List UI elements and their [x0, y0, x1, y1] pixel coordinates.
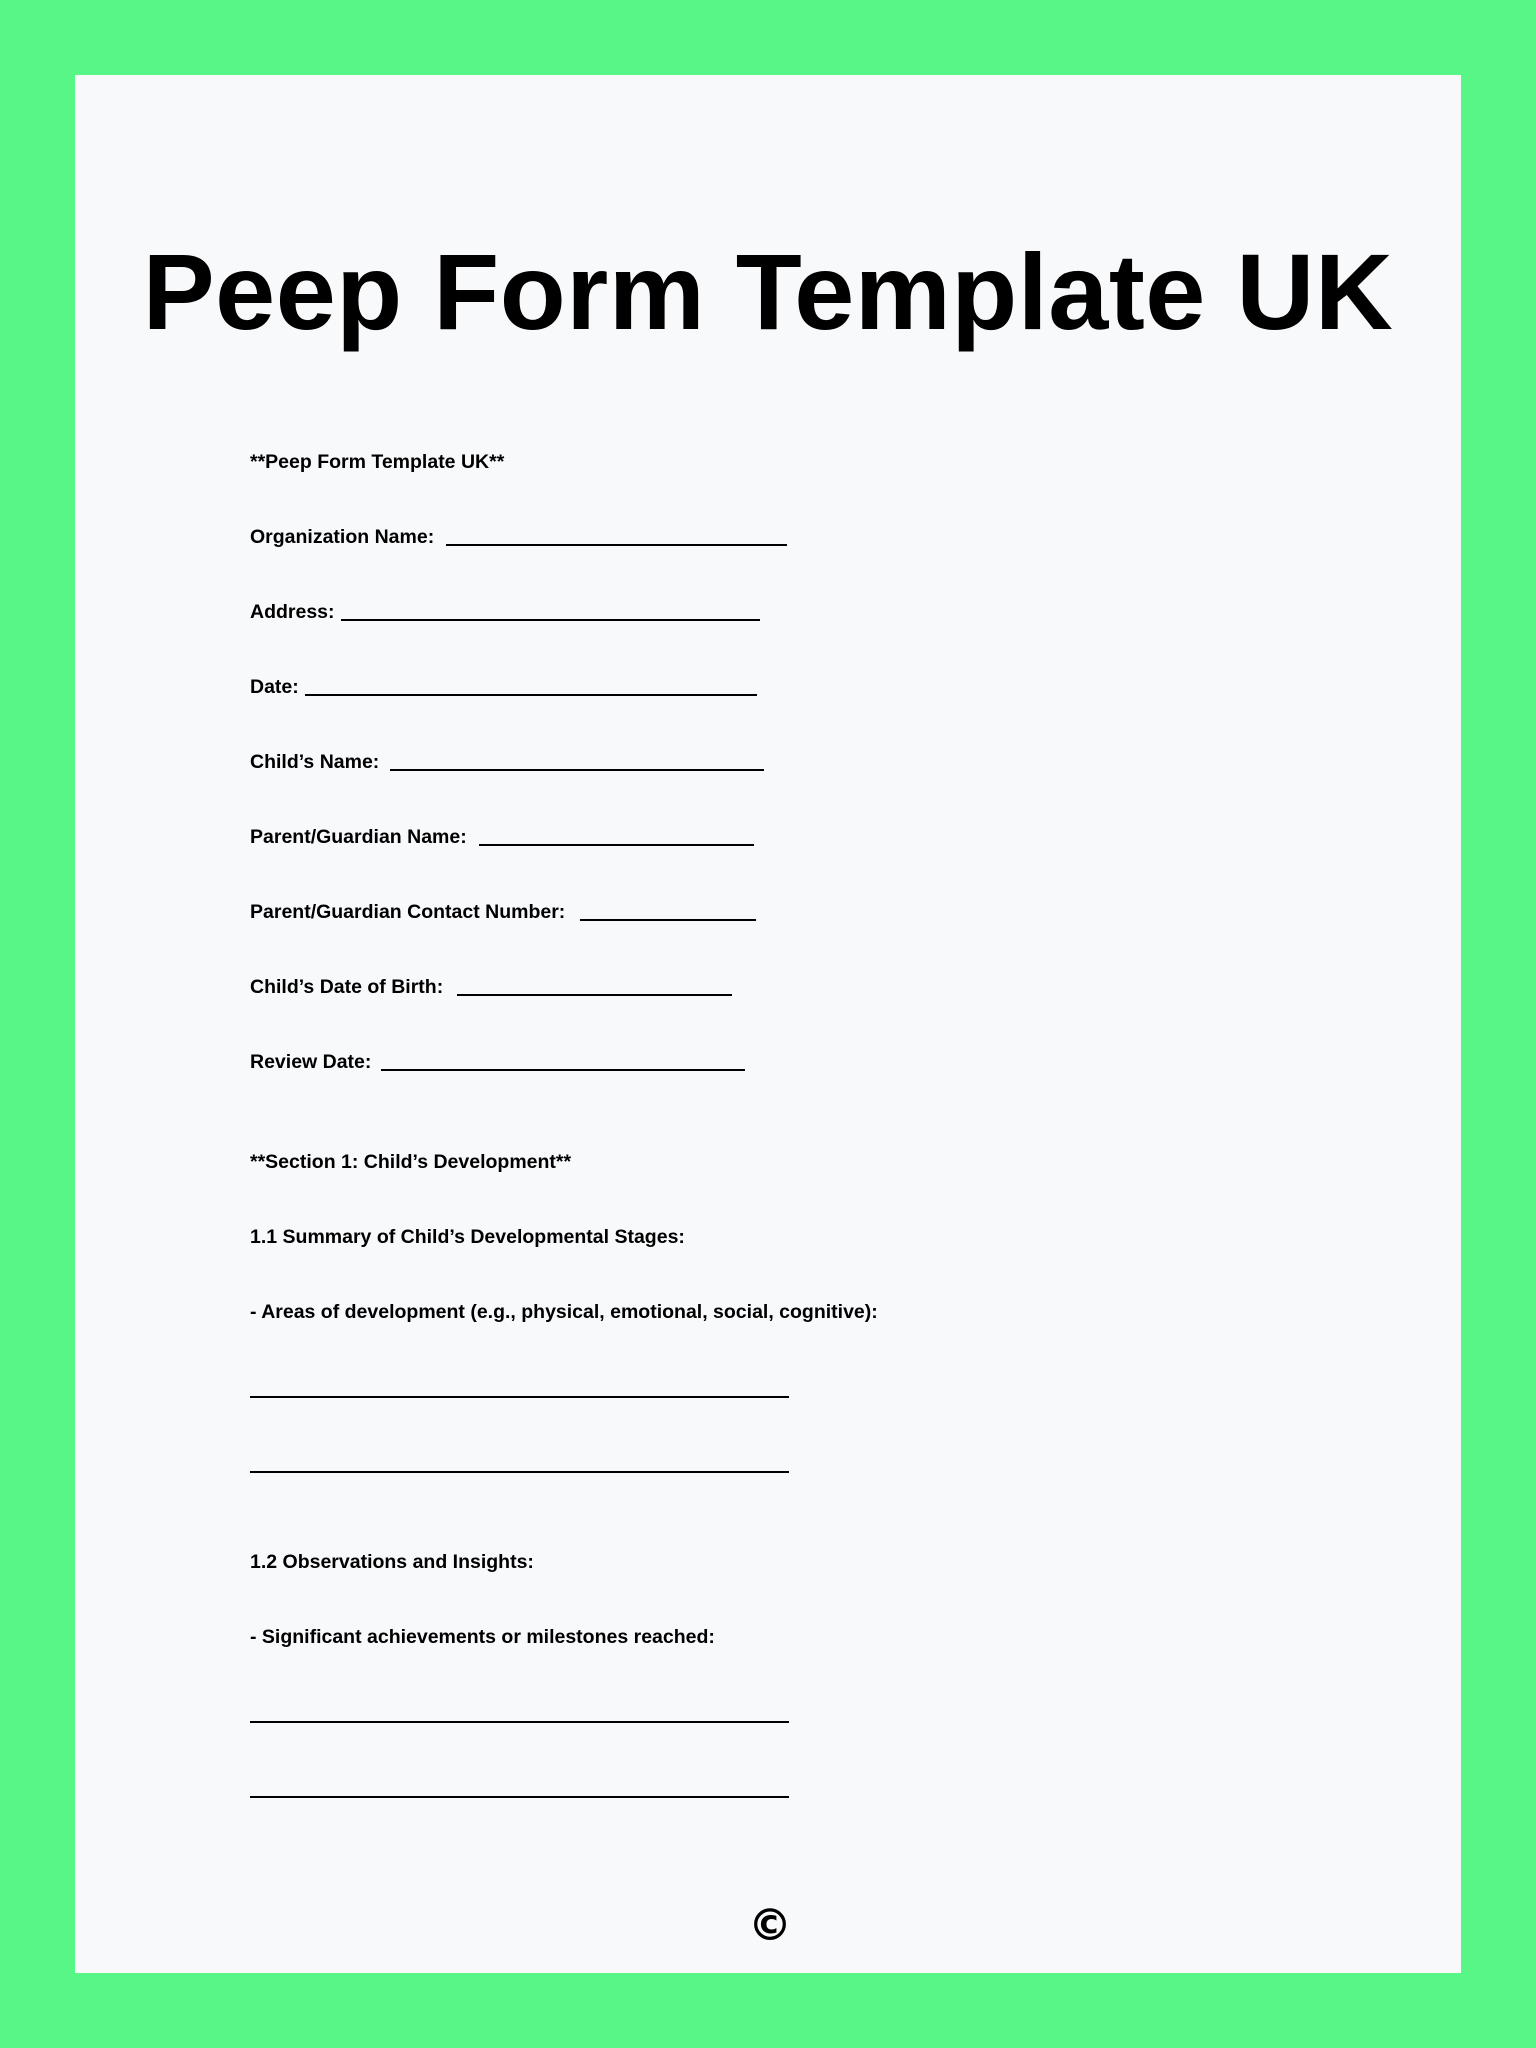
field-blank-organization-name[interactable] — [446, 544, 787, 546]
field-blank-address[interactable] — [341, 619, 760, 621]
field-blank-review-date[interactable] — [381, 1069, 745, 1071]
section-1-2-answer-line-2[interactable] — [250, 1796, 789, 1798]
document-title: Peep Form Template UK — [142, 231, 1394, 352]
field-blank-child-date-of-birth[interactable] — [457, 994, 732, 996]
field-label-address: Address: — [250, 601, 335, 623]
field-label-date: Date: — [250, 676, 299, 698]
section-1-2-prompt: - Significant achievements or milestones reached: — [250, 1626, 715, 1648]
field-label-review-date: Review Date: — [250, 1051, 372, 1073]
field-label-child-name: Child’s Name: — [250, 751, 380, 773]
section-1-heading: **Section 1: Child’s Development** — [250, 1151, 572, 1173]
field-blank-child-name[interactable] — [390, 769, 764, 771]
field-label-parent-guardian-contact-number: Parent/Guardian Contact Number: — [250, 901, 566, 923]
section-1-1-prompt: - Areas of development (e.g., physical, emotional, social, cognitive): — [250, 1301, 878, 1323]
field-blank-date[interactable] — [305, 694, 757, 696]
document-subtitle: **Peep Form Template UK** — [250, 451, 505, 473]
section-1-1-heading: 1.1 Summary of Child’s Developmental Stages: — [250, 1226, 685, 1248]
copyright-icon: © — [748, 1900, 792, 1951]
field-label-parent-guardian-name: Parent/Guardian Name: — [250, 826, 467, 848]
section-1-1-answer-line-1[interactable] — [250, 1396, 789, 1398]
section-1-1-answer-line-2[interactable] — [250, 1471, 789, 1473]
field-label-organization-name: Organization Name: — [250, 526, 435, 548]
field-blank-parent-guardian-name[interactable] — [479, 844, 754, 846]
document-page — [75, 75, 1461, 1973]
section-1-2-heading: 1.2 Observations and Insights: — [250, 1551, 534, 1573]
field-label-child-date-of-birth: Child’s Date of Birth: — [250, 976, 444, 998]
section-1-2-answer-line-1[interactable] — [250, 1721, 789, 1723]
field-blank-parent-guardian-contact-number[interactable] — [580, 919, 756, 921]
